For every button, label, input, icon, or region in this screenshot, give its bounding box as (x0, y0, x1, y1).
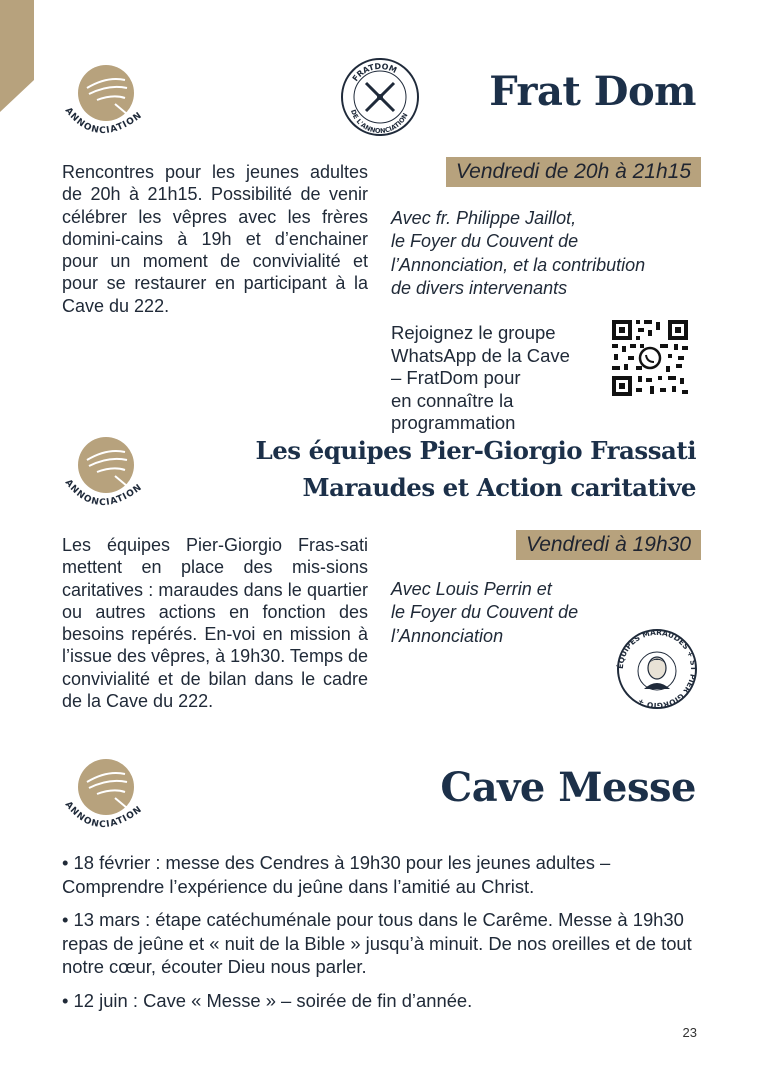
maraudes-seal-icon (615, 627, 699, 711)
annonciation-logo-icon (57, 58, 157, 144)
section-subtitle-maraudes: Maraudes et Action caritative (302, 473, 696, 502)
whatsapp-line: Rejoignez le groupe (391, 322, 556, 343)
svg-text:ANNONCIATION: ANNONCIATION (62, 477, 145, 509)
svg-text:DE L'ANNONCIATION: DE L'ANNONCIATION (348, 108, 410, 136)
speaker-line: l’Annonciation (391, 625, 504, 646)
speakers-frat-dom (391, 207, 645, 300)
svg-text:FRATDOM: FRATDOM (350, 61, 399, 84)
speaker-line: l’Annonciation, et la contribution (391, 254, 646, 275)
cave-messe-list (62, 851, 712, 1022)
svg-text:ANNONCIATION: ANNONCIATION (62, 799, 145, 831)
annonciation-logo-icon (57, 430, 157, 516)
page-number: 23 (682, 1025, 697, 1040)
speaker-line: de divers intervenants (391, 277, 568, 298)
fratdom-seal-icon (338, 55, 422, 139)
list-item: • 12 juin : Cave « Messe » – soirée de fin d’année. (62, 989, 473, 1011)
section-title-cave-messe: Cave Messe (440, 764, 696, 811)
whatsapp-invite (391, 322, 570, 435)
qr-code-icon[interactable] (610, 318, 690, 398)
schedule-badge-frassati: Vendredi à 19h30 (516, 530, 701, 560)
corner-ribbon-decoration (0, 0, 34, 112)
whatsapp-line: programmation (391, 412, 516, 433)
annonciation-logo-icon (57, 752, 157, 838)
speakers-frassati (391, 578, 578, 648)
whatsapp-line: WhatsApp de la Cave (391, 344, 570, 366)
whatsapp-line: en connaître la (391, 389, 514, 411)
speaker-line: Avec Louis Perrin et (391, 579, 552, 599)
whatsapp-line: – FratDom pour (391, 367, 521, 388)
body-text-frassati: Les équipes Pier-Giorgio Fras-sati mettent en place des mis-sions caritatives : maraudes dans le quartier ou autres actions en fonction des besoins repérés. En-voi en mission à l’issue des vêpres, à 19h30. Temps de convivialité et de bilan dans le cadre de la Cave du 222. (62, 535, 368, 712)
list-item: • 18 février : messe des Cendres à 19h30 pour les jeunes adultes – Comprendre l’expérience du jeûne dans l’amitié au Christ. (62, 852, 611, 897)
schedule-badge-frat-dom: Vendredi de 20h à 21h15 (446, 157, 701, 187)
svg-text:ÉQUIPES MARAUDES + ST PIER GIO: ÉQUIPES MARAUDES + ST PIER GIORGIO + (615, 627, 699, 711)
section-title-frat-dom: Frat Dom (489, 68, 696, 115)
svg-text:ANNONCIATION: ANNONCIATION (62, 105, 145, 137)
speaker-line: le Foyer du Couvent de (391, 231, 579, 252)
speaker-line: le Foyer du Couvent de (391, 602, 579, 623)
speaker-line: Avec fr. Philippe Jaillot, (391, 208, 577, 228)
body-text-frat-dom: Rencontres pour les jeunes adultes de 20h à 21h15. Possibilité de venir célébrer les vêpres avec les frères domini-cains à 19h et d’enchainer pour un moment de convivialité et pour se restaurer en participant à la Cave du 222. (62, 162, 368, 316)
list-item: • 13 mars : étape catéchuménale pour tous dans le Carême. Messe à 19h30 repas de jeûne et « nuit de la Bible » jusqu’à minuit. De nos oreilles et de tout notre cœur, écouter Dieu nous parler. (62, 909, 692, 977)
section-title-frassati: Les équipes Pier-Giorgio Frassati (255, 436, 696, 465)
